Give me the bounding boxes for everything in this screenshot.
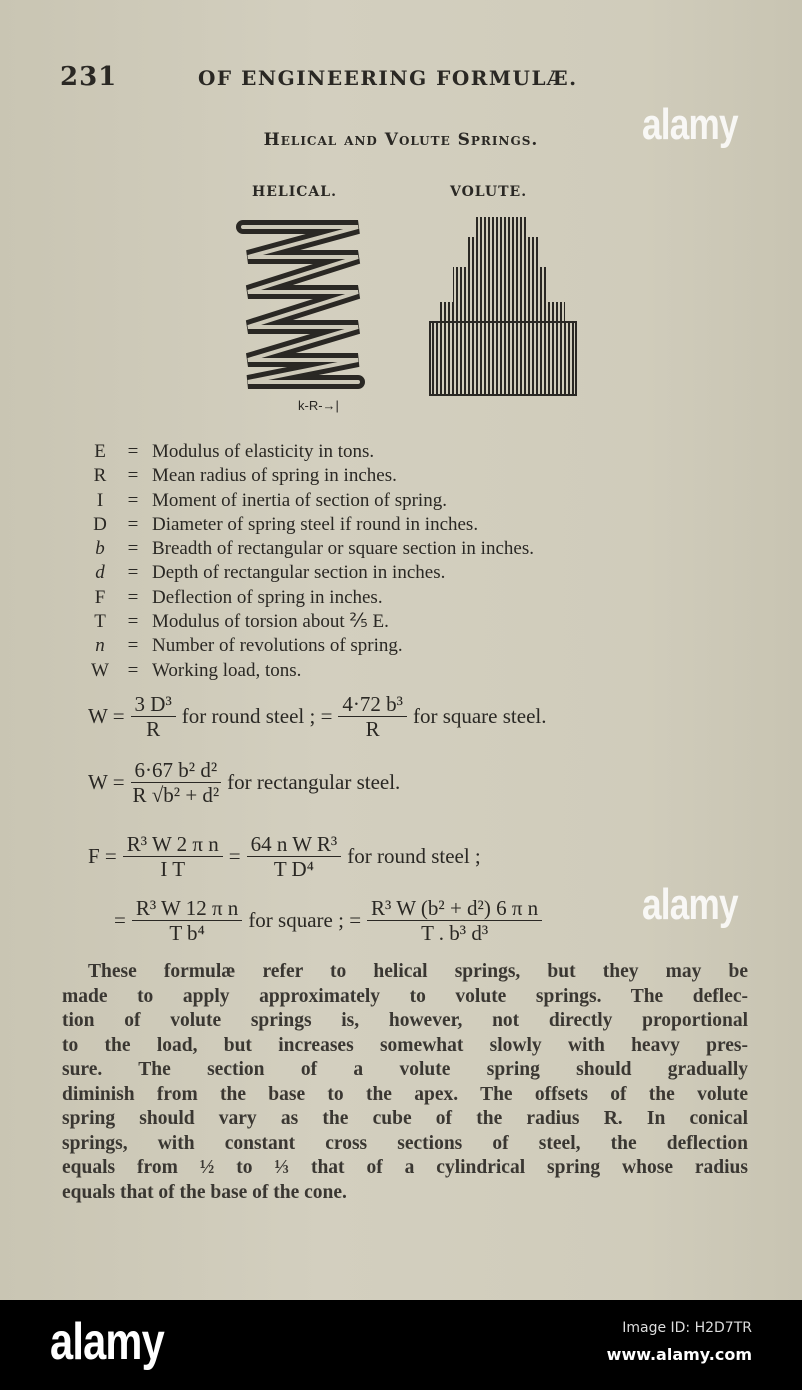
equals: = <box>127 441 139 462</box>
definition-row <box>86 634 534 658</box>
helical-caption: HELICAL. <box>252 184 338 200</box>
equals: = <box>127 489 139 511</box>
formula-text: = <box>228 844 241 868</box>
section-title: Helical and Volute Springs. <box>263 130 539 150</box>
footer-logo: alamy <box>50 1313 164 1371</box>
symbol: b <box>95 538 105 560</box>
symbol: E <box>94 441 106 462</box>
equals: = <box>127 513 139 535</box>
definition-row <box>86 561 534 585</box>
watermark-logo: alamy <box>642 100 738 149</box>
definition-row <box>86 440 534 464</box>
footer-url: www.alamy.com <box>606 1345 752 1364</box>
equals: = <box>127 538 139 560</box>
equals: = <box>127 465 139 487</box>
denominator: R <box>365 717 380 741</box>
definition-row <box>86 513 534 537</box>
formula-lhs: F = <box>88 844 117 868</box>
paragraph-line: equals that of the base of the cone. <box>62 1181 347 1203</box>
definition-row <box>86 537 534 561</box>
paragraph-line: springs, with constant cross sections of steel, the deflection <box>62 1132 748 1154</box>
numerator: 4·72 b³ <box>338 692 407 717</box>
symbol: n <box>95 635 105 657</box>
definition-row <box>86 659 534 683</box>
equals: = <box>127 562 139 584</box>
formula-lhs: = <box>114 908 126 932</box>
image-id: Image ID: H2D7TR <box>622 1320 752 1336</box>
symbol: R <box>93 465 107 487</box>
formula-text: for rectangular steel. <box>227 770 401 794</box>
denominator: T D⁴ <box>273 857 314 881</box>
paragraph-line: to the load, but increases somewhat slowly with heavy pres- <box>62 1034 748 1056</box>
formula-lhs: W = <box>88 770 125 794</box>
volute-caption: VOLUTE. <box>450 184 528 200</box>
paragraph-line: equals from ½ to ⅓ that of a cylindrical spring whose radius <box>62 1157 748 1178</box>
page-number: 231 <box>60 62 118 92</box>
radius-label: k-R-→| <box>298 398 339 413</box>
definition-text: Modulus of torsion about ⅖ E. <box>152 611 389 633</box>
numerator: R³ W (b² + d²) 6 π n <box>367 896 542 921</box>
fraction <box>131 692 176 741</box>
paragraph-line: These formulæ refer to helical springs, but they may be <box>88 961 748 982</box>
symbol: d <box>95 562 105 584</box>
paragraph-line: sure. The section of a volute spring should gradually <box>62 1059 748 1080</box>
watermark-logo: alamy <box>642 880 738 929</box>
helical-spring-illustration <box>228 212 378 397</box>
paragraph-line: made to apply approximately to volute springs. The deflec- <box>62 985 748 1007</box>
numerator: 6·67 b² d² <box>131 758 222 783</box>
definition-row <box>86 489 534 513</box>
denominator: T b⁴ <box>169 921 205 945</box>
explanatory-paragraph <box>62 960 748 1205</box>
formula-text: for square steel. <box>412 704 547 728</box>
numerator: 3 D³ <box>131 692 176 717</box>
formula-text: for square ; = <box>248 908 362 932</box>
paragraph-line: spring should vary as the cube of the radius R. In conical <box>62 1108 748 1129</box>
symbol: D <box>93 513 107 535</box>
definition-text: Breadth of rectangular or square section in inches. <box>152 538 534 560</box>
running-title: OF ENGINEERING FORMULÆ. <box>198 66 578 90</box>
symbol: W <box>91 659 109 681</box>
denominator: T . b³ d³ <box>421 921 489 945</box>
symbol: T <box>94 611 106 633</box>
symbol: I <box>96 489 104 511</box>
formula-text: for round steel ; = <box>181 704 333 728</box>
formula-deflection-square <box>114 896 548 945</box>
fraction <box>367 896 542 945</box>
equals: = <box>127 635 139 657</box>
definition-row <box>86 610 534 634</box>
definition-text: Moment of inertia of section of spring. <box>152 489 447 511</box>
fraction <box>132 896 242 945</box>
equals: = <box>127 586 139 608</box>
volute-spring-illustration <box>428 212 580 397</box>
definition-text: Mean radius of spring in inches. <box>152 465 397 487</box>
definition-row <box>86 464 534 488</box>
denominator: R √b² + d² <box>132 783 220 807</box>
denominator: R <box>146 717 161 741</box>
fraction <box>131 758 222 807</box>
formula-deflection-round <box>88 832 481 881</box>
formula-lhs: W = <box>88 704 125 728</box>
denominator: I T <box>160 857 186 881</box>
definition-text: Number of revolutions of spring. <box>152 635 403 657</box>
numerator: R³ W 2 π n <box>123 832 223 857</box>
definition-text: Depth of rectangular section in inches. <box>152 562 446 584</box>
page-header <box>60 62 578 92</box>
definition-text: Working load, tons. <box>152 659 302 681</box>
equals: = <box>127 611 139 633</box>
formula-text: for round steel ; <box>347 844 481 868</box>
fraction <box>338 692 407 741</box>
equals: = <box>127 659 139 681</box>
definition-row <box>86 586 534 610</box>
numerator: R³ W 12 π n <box>132 896 242 921</box>
fraction <box>247 832 342 881</box>
definition-text: Deflection of spring in inches. <box>152 586 383 608</box>
numerator: 64 n W R³ <box>247 832 342 857</box>
definition-text: Diameter of spring steel if round in inches. <box>152 513 479 535</box>
formula-load-rectangular <box>88 758 400 807</box>
paragraph-line: diminish from the base to the apex. The offsets of the volute <box>62 1083 748 1105</box>
symbol: F <box>94 586 106 608</box>
definition-text: Modulus of elasticity in tons. <box>152 441 375 462</box>
symbol-definitions <box>86 440 534 683</box>
paragraph-line: tion of volute springs is, however, not directly proportional <box>62 1010 748 1031</box>
formula-load-round-square <box>88 692 546 741</box>
fraction <box>123 832 223 881</box>
